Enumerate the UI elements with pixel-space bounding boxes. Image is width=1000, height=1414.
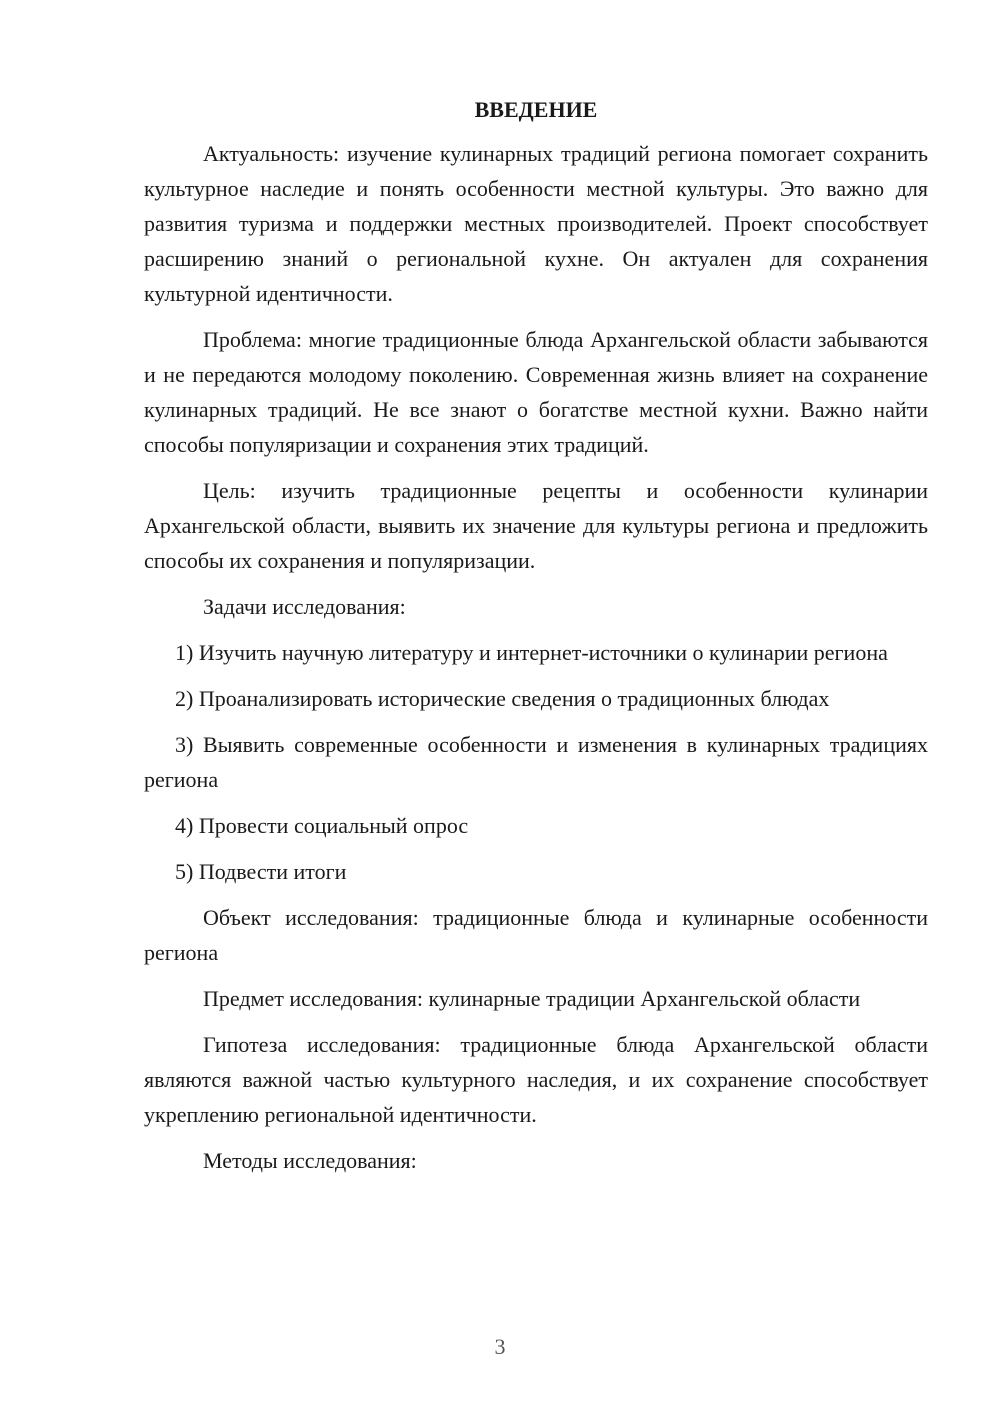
relevance-paragraph: Актуальность: изучение кулинарных традиций региона помогает сохранить культурное наследие и понять особенности местной культуры. Это важно для развития туризма и поддержки местных производителей. Проект способствует расширению знаний о региональной кухне. Он актуален для сохранения культурной идентичности. — [144, 141, 928, 306]
problem-paragraph: Проблема: многие традиционные блюда Архангельской области забываются и не передаются молодому поколению. Современная жизнь влияет на сохранение кулинарных традиций. Не все знают о богатстве местной кухни. Важно найти способы популяризации и сохранения этих традиций. — [144, 327, 928, 457]
page-number: 3 — [494, 1334, 506, 1359]
tasks-heading: Задачи исследования: — [203, 594, 406, 619]
task-item: 3) Выявить современные особенности и изменения в кулинарных традициях региона — [144, 732, 928, 792]
document-page — [144, 92, 928, 1189]
object-paragraph: Объект исследования: традиционные блюда и кулинарные особенности региона — [144, 905, 928, 965]
subject-paragraph: Предмет исследования: кулинарные традиции Архангельской области — [203, 986, 861, 1011]
methods-heading: Методы исследования: — [203, 1148, 417, 1173]
section-title: ВВЕДЕНИЕ — [474, 97, 598, 122]
hypothesis-paragraph: Гипотеза исследования: традиционные блюда Архангельской области являются важной частью культурного наследия, и их сохранение способствует укреплению региональной идентичности. — [144, 1032, 928, 1127]
task-item: 1) Изучить научную литературу и интернет-источники о кулинарии региона — [175, 640, 888, 665]
task-item: 2) Проанализировать исторические сведения о традиционных блюдах — [175, 686, 830, 711]
goal-paragraph: Цель: изучить традиционные рецепты и особенности кулинарии Архангельской области, выявить их значение для культуры региона и предложить способы их сохранения и популяризации. — [144, 478, 928, 573]
task-item: 5) Подвести итоги — [175, 859, 347, 884]
task-item: 4) Провести социальный опрос — [175, 813, 469, 838]
